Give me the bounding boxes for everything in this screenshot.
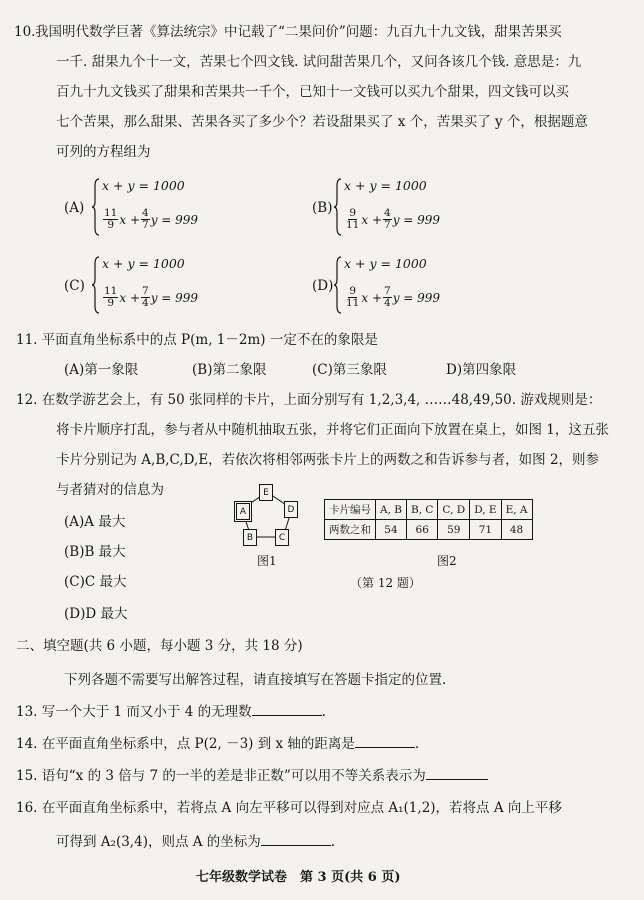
q10-option-d-system	[334, 256, 484, 316]
q10-line-5: 可列的方程组为	[56, 144, 151, 160]
table-cell: 卡片编号	[325, 500, 376, 520]
q12-choice-d: (D)D 最大	[64, 606, 128, 622]
card-e: E	[259, 484, 273, 501]
table-cell: E, A	[501, 500, 532, 520]
table-cell: 59	[438, 520, 470, 540]
q16-line-2: 可得到 A₂(3,4)，则点 A 的坐标为 .	[56, 834, 336, 850]
q10-option-b-system	[334, 178, 484, 238]
q11-choice-a: (A)第一象限	[64, 362, 139, 378]
q14: 14. 在平面直角坐标系中，点 P(2, －3) 到 x 轴的距离是 .	[16, 736, 420, 752]
q12-line-2: 将卡片顺序打乱，参与者从中随机抽取五张，并将它们正面向下放置在桌上，如图 1，这五张	[56, 422, 609, 438]
q10-option-c-system	[92, 256, 242, 316]
card-d: D	[284, 501, 298, 518]
brace-icon	[92, 256, 100, 314]
card-a: A	[234, 501, 252, 522]
fraction: $\frac{9}{11}$	[346, 285, 360, 309]
table-cell: 71	[470, 520, 501, 540]
q13: 13. 写一个大于 1 而又小于 4 的无理数 .	[16, 704, 326, 720]
table-cell: D, E	[470, 500, 501, 520]
q14-text: 14. 在平面直角坐标系中，点 P(2, －3) 到 x 轴的距离是	[16, 736, 355, 752]
q12-line-3: 卡片分别记为 A,B,C,D,E，若依次将相邻两张卡片上的两数之和告诉参与者，如图 2，则参	[56, 452, 600, 468]
table-row	[325, 520, 533, 540]
brace-icon	[334, 178, 342, 236]
q12-problem-caption: （第 12 题）	[350, 576, 421, 590]
q10-option-b-eq1: x + y = 1000	[344, 178, 427, 193]
q11-text: 11. 平面直角坐标系中的点 P(m, 1－2m) 一定不在的象限是	[16, 332, 378, 348]
q10-option-a-eq2: $\frac{11}{9}$ x + $\frac{4}{7}$ y = 999	[104, 207, 199, 231]
q10-option-a-system	[92, 178, 242, 238]
card-b: B	[243, 529, 257, 546]
q12-figure-2-caption: 图2	[437, 554, 457, 568]
q10-option-c-eq2: $\frac{11}{9}$ x + $\frac{7}{4}$ y = 999	[104, 285, 199, 309]
q15	[16, 762, 488, 791]
fraction: $\frac{7}{4}$	[384, 285, 391, 309]
answer-blank[interactable]	[252, 702, 322, 716]
q10-line-3: 百九十九文钱买了甜果和苦果共一千个，已知十一文钱可以买九个甜果，四文钱可以买	[56, 84, 569, 100]
q12-choice-c: (C)C 最大	[64, 574, 127, 590]
table-cell: C, D	[438, 500, 470, 520]
fraction: $\frac{11}{9}$	[104, 285, 118, 309]
q12-choice-b: (B)B 最大	[64, 544, 126, 560]
table-cell: 54	[376, 520, 407, 540]
q10-option-a-label: (A)	[64, 200, 85, 216]
q12-choice-a: (A)A 最大	[64, 514, 126, 530]
q10-option-d-eq1: x + y = 1000	[344, 256, 427, 271]
answer-blank[interactable]	[355, 734, 415, 748]
brace-icon	[92, 178, 100, 236]
page-footer: 七年级数学试卷 第 3 页(共 6 页)	[196, 870, 401, 885]
answer-blank[interactable]	[261, 832, 331, 846]
q16-line-1: 16. 在平面直角坐标系中，若将点 A 向左平移可以得到对应点 A₁(1,2)，若将点 A 向上平移	[16, 800, 562, 816]
q15-text: 15. 语句“x 的 3 倍与 7 的一半的差是非正数”可以用不等关系表示为	[16, 768, 426, 784]
q10-option-d-eq2: $\frac{9}{11}$ x + $\frac{7}{4}$ y = 999	[346, 285, 441, 309]
q11-choice-c: (C)第三象限	[312, 362, 387, 378]
q12-figure-1	[230, 482, 310, 550]
q10-line-2: 一千. 甜果九个十一文，苦果七个四文钱. 试问甜苦果几个，又问各该几个钱. 意思是：九	[56, 54, 582, 70]
q11-choice-d: D)第四象限	[446, 362, 517, 378]
card-c: C	[275, 529, 289, 546]
q12-figure-2	[324, 499, 533, 540]
fraction: $\frac{4}{7}$	[384, 207, 391, 231]
q10-option-a-eq1: x + y = 1000	[102, 178, 185, 193]
table-cell: 48	[501, 520, 532, 540]
q10-option-c-eq1: x + y = 1000	[102, 256, 185, 271]
fraction: $\frac{11}{9}$	[104, 207, 118, 231]
answer-blank[interactable]	[426, 766, 488, 780]
q13-text: 13. 写一个大于 1 而又小于 4 的无理数	[16, 704, 252, 720]
table-header-row	[325, 500, 533, 520]
q10-line-4: 七个苦果，那么甜果、苦果各买了多少个？若设甜果买了 x 个，苦果买了 y 个，根据题意	[56, 114, 588, 130]
fraction: $\frac{7}{4}$	[142, 285, 149, 309]
brace-icon	[334, 256, 342, 314]
table-cell: 66	[406, 520, 437, 540]
q12-line-4: 与者猜对的信息为	[56, 482, 164, 498]
q10-option-c-label: (C)	[64, 278, 85, 294]
q16-text: 可得到 A₂(3,4)，则点 A 的坐标为	[56, 834, 261, 850]
table-cell: 两数之和	[325, 520, 376, 540]
q11-choice-b: (B)第二象限	[192, 362, 267, 378]
q12-figure-1-caption: 图1	[257, 554, 277, 568]
q10-number: 10.	[14, 24, 36, 40]
fraction: $\frac{4}{7}$	[142, 207, 149, 231]
q10-line-1: 我国明代数学巨著《算法统宗》中记载了“二果问价”问题：九百九十九文钱，甜果苦果买	[35, 24, 562, 40]
q10-option-d-label: (D)	[312, 278, 334, 294]
section-2-title: 二、填空题(共 6 小题，每小题 3 分，共 18 分)	[16, 638, 303, 654]
card-sum-table	[324, 499, 533, 540]
table-cell: B, C	[406, 500, 437, 520]
q10-option-b-label: (B)	[312, 200, 333, 216]
fraction: $\frac{9}{11}$	[346, 207, 360, 231]
q12-line-1: 12. 在数学游艺会上，有 50 张同样的卡片，上面分别写有 1,2,3,4, ……48,49,50. 游戏规则是：	[16, 392, 602, 408]
section-2-instruction: 下列各题不需要写出解答过程，请直接填写在答题卡指定的位置.	[64, 672, 447, 688]
q10-option-b-eq2: $\frac{9}{11}$ x + $\frac{4}{7}$ y = 999	[346, 207, 441, 231]
table-cell: A, B	[376, 500, 407, 520]
